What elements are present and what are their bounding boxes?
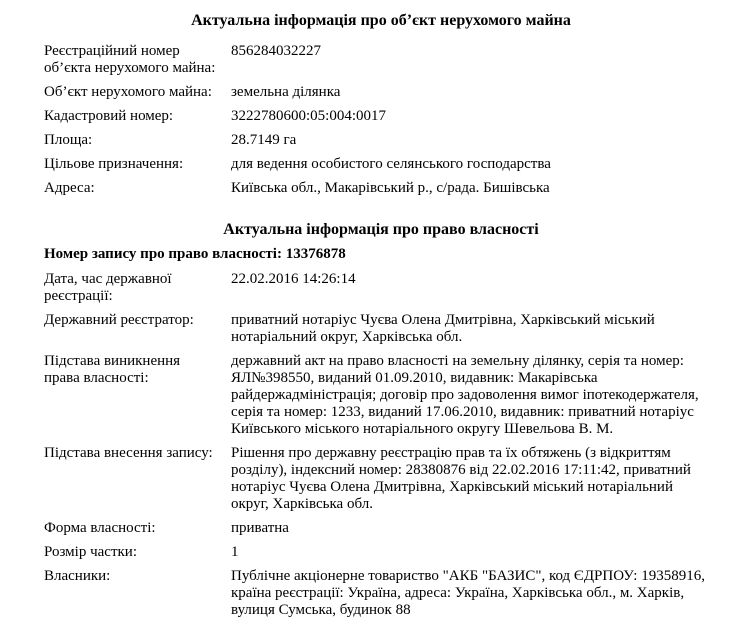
table-row-state-registrar <box>44 312 718 346</box>
row-label: Дата, час державної реєстрації: <box>44 271 172 304</box>
table-row-owners <box>44 568 718 619</box>
table-row-area <box>44 132 718 149</box>
row-value: Рішення про державну реєстрацію прав та їх обтяжень (з відкриттям розділу), індексний номер: 28380876 від 22.02.2016 17:11:42, приватний нотаріус Чуєва Олена Дмитрівна, Харківський міський нотаріальний округ, Харківська обл. <box>231 445 691 512</box>
row-label: Підстава внесення запису: <box>44 445 213 461</box>
table-row-share-size <box>44 544 718 561</box>
table-row-registration-number <box>44 43 718 77</box>
row-label: Державний реєстратор: <box>44 312 194 328</box>
table-row-ownership-basis <box>44 353 718 438</box>
row-label: Власники: <box>44 568 111 584</box>
row-value: Публічне акціонерне товариство "АКБ "БАЗИС", код ЄДРПОУ: 19358916, країна реєстрації: Україна, адреса: Україна, Харківська обл., м. Харків, вулиця Сумська, будинок 88 <box>231 568 705 618</box>
table-row-registration-datetime <box>44 271 718 305</box>
row-value: приватний нотаріус Чуєва Олена Дмитрівна, Харківський міський нотаріальний округ, Харківська обл. <box>231 312 655 345</box>
row-label: Адреса: <box>44 180 95 196</box>
row-value: 22.02.2016 14:26:14 <box>231 271 356 287</box>
row-value: земельна ділянка <box>231 84 341 100</box>
table-row-property-object <box>44 84 718 101</box>
row-value: Київська обл., Макарівський р., с/рада. Бишівська <box>231 180 550 196</box>
row-label: Підстава виникнення права власності: <box>44 353 181 386</box>
row-label: Реєстраційний номер об’єкта нерухомого майна: <box>44 43 216 76</box>
table-row-designated-purpose <box>44 156 718 173</box>
table-row-record-basis <box>44 445 718 513</box>
row-value: 3222780600:05:004:0017 <box>231 108 387 124</box>
row-label: Площа: <box>44 132 93 148</box>
row-value: 1 <box>231 544 239 560</box>
property-section-title: Актуальна інформація про об’єкт нерухомого майна <box>191 12 571 29</box>
row-value: для ведення особистого селянського господарства <box>231 156 551 172</box>
ownership-section-title: Актуальна інформація про право власності <box>223 221 539 238</box>
row-value: державний акт на право власності на земельну ділянку, серія та номер: ЯЛ№398550, виданий 01.09.2010, видавник: Макарівська райдержадміністрація; договір про задоволення вимог іпотекодержателя, серія та номер: 1233, виданий 17.06.2010, видавник: приватний нотаріус Київського міського нотаріального округу Шевельова В. М. <box>231 353 699 437</box>
row-value: 856284032227 <box>231 43 321 59</box>
table-row-address <box>44 180 718 197</box>
row-value: 28.7149 га <box>231 132 297 148</box>
row-label: Розмір частки: <box>44 544 137 560</box>
row-value: приватна <box>231 520 289 536</box>
ownership-info-table <box>44 271 718 619</box>
property-info-table <box>44 43 718 197</box>
row-label: Форма власності: <box>44 520 156 536</box>
row-label: Кадастровий номер: <box>44 108 174 124</box>
row-label: Об’єкт нерухомого майна: <box>44 84 212 100</box>
table-row-ownership-form <box>44 520 718 537</box>
table-row-cadastral-number <box>44 108 718 125</box>
row-label: Цільове призначення: <box>44 156 184 172</box>
ownership-record-number: Номер запису про право власності: 13376878 <box>44 246 346 262</box>
